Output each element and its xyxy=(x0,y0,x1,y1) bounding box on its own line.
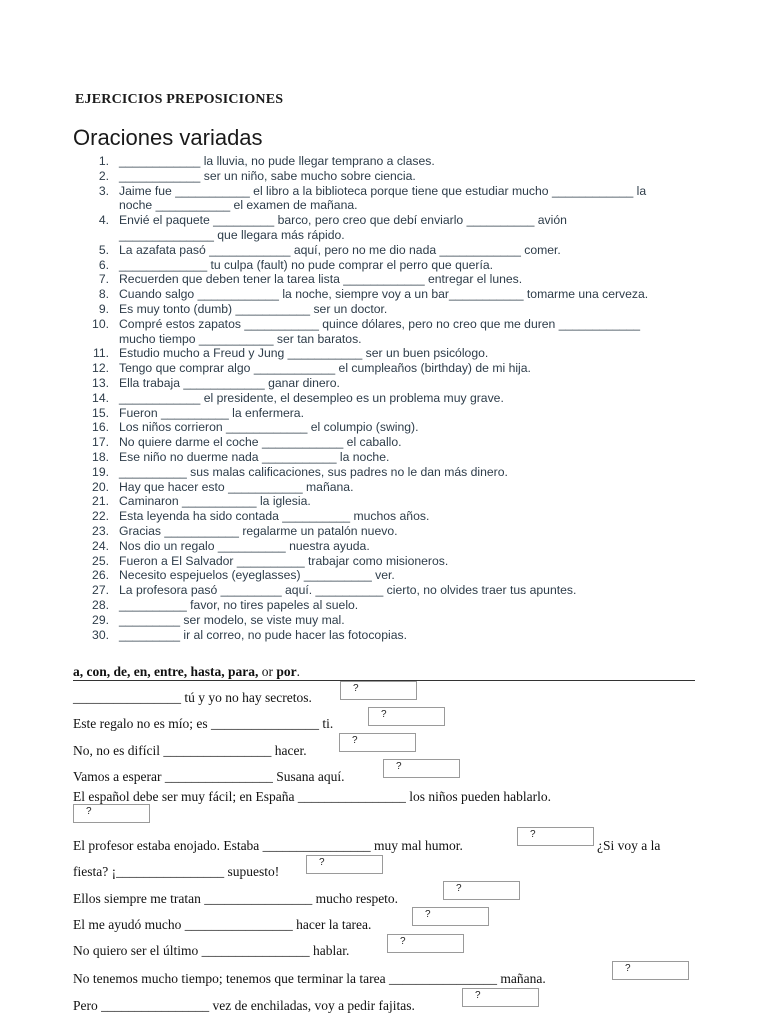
item-text: Esta leyenda ha sido contada __________ muchos años. xyxy=(119,509,430,524)
answer-box-1[interactable]: ? xyxy=(340,681,417,700)
list-item xyxy=(75,494,695,509)
preposition-or: or xyxy=(261,664,273,679)
list-item xyxy=(75,302,695,317)
item-text: __________ sus malas calificaciones, sus padres no le dan más dinero. xyxy=(119,464,508,479)
exercise-6: El profesor estaba enojado. Estaba ________________ muy mal humor. xyxy=(73,838,463,853)
exercise-11: No tenemos mucho tiempo; tenemos que terminar la tarea ________________ mañana. xyxy=(73,971,546,986)
list-item xyxy=(75,391,695,406)
list-item xyxy=(75,613,695,628)
item-text: Tengo que comprar algo ____________ el cumpleaños (birthday) de mi hija. xyxy=(119,361,531,376)
item-text: _____________ tu culpa (fault) no pude comprar el perro que quería. xyxy=(119,257,494,272)
list-item xyxy=(75,184,695,214)
item-text: Fueron __________ la enfermera. xyxy=(119,405,304,420)
exercise-9: El me ayudó mucho ________________ hacer la tarea. xyxy=(73,917,372,932)
exercise-2: Este regalo no es mío; es ________________ ti. xyxy=(73,716,334,731)
item-text: Es muy tonto (dumb) ___________ ser un doctor. xyxy=(119,301,388,316)
preposition-options xyxy=(73,664,695,681)
list-item xyxy=(75,169,695,184)
list-item xyxy=(75,406,695,421)
answer-box-6[interactable]: ? xyxy=(517,827,594,846)
preposition-period: . xyxy=(296,664,300,679)
list-item xyxy=(75,509,695,524)
list-item xyxy=(75,583,695,598)
item-number: 12. xyxy=(92,361,109,376)
item-text: Envié el paquete _________ barco, pero creo que debí enviarlo __________ avión xyxy=(119,213,567,228)
item-text: ____________ el presidente, el desempleo es un problema muy grave. xyxy=(119,390,504,405)
item-number: 16. xyxy=(92,420,109,435)
item-number: 9. xyxy=(98,301,109,316)
item-number: 2. xyxy=(98,168,109,183)
list-item xyxy=(75,317,695,347)
preposition-list: a, con, de, en, entre, hasta, para, xyxy=(73,664,259,679)
item-number: 25. xyxy=(92,553,109,568)
item-text: Los niños corrieron ____________ el columpio (swing). xyxy=(119,420,419,435)
item-text: Caminaron ___________ la iglesia. xyxy=(119,494,311,509)
item-text: Estudio mucho a Freud y Jung ___________ ser un buen psicólogo. xyxy=(119,346,489,361)
exercise-3: No, no es difícil ________________ hacer. xyxy=(73,743,307,758)
item-text: Nos dio un regalo __________ nuestra ayuda. xyxy=(119,538,370,553)
item-text: ____________ la lluvia, no pude llegar temprano a clases. xyxy=(119,154,435,168)
item-number: 17. xyxy=(92,435,109,450)
list-item xyxy=(75,598,695,613)
list-item xyxy=(75,346,695,361)
item-number: 24. xyxy=(92,538,109,553)
answer-box-12[interactable]: ? xyxy=(462,988,539,1007)
list-item xyxy=(75,258,695,273)
list-item xyxy=(75,154,695,169)
item-text: Fueron a El Salvador __________ trabajar como misioneros. xyxy=(119,553,449,568)
item-number: 30. xyxy=(92,627,109,642)
item-text: Necesito espejuelos (eyeglasses) __________ ver. xyxy=(119,568,395,583)
item-text: Ese niño no duerme nada ___________ la noche. xyxy=(119,449,390,464)
sentence-list xyxy=(75,154,695,642)
exercise-12: Pero ________________ vez de enchiladas, voy a pedir fajitas. xyxy=(73,998,415,1013)
item-number: 19. xyxy=(92,464,109,479)
answer-box-8[interactable]: ? xyxy=(443,881,520,900)
exercise-7a: ¿Si voy a la xyxy=(597,838,661,853)
answer-box-11[interactable]: ? xyxy=(612,961,689,980)
list-item xyxy=(75,287,695,302)
item-number: 3. xyxy=(98,183,109,198)
item-text: Gracias ___________ regalarme un patalón nuevo. xyxy=(119,523,398,538)
preposition-last: por xyxy=(276,664,297,679)
item-number: 1. xyxy=(98,154,109,168)
item-number: 7. xyxy=(98,272,109,287)
list-item xyxy=(75,420,695,435)
list-item xyxy=(75,450,695,465)
item-number: 27. xyxy=(92,583,109,598)
list-item xyxy=(75,554,695,569)
exercise-10: No quiero ser el último ________________ hablar. xyxy=(73,943,350,958)
list-item xyxy=(75,272,695,287)
item-text: Jaime fue ___________ el libro a la biblioteca porque tiene que estudiar mucho ____________ la xyxy=(119,183,647,198)
item-number: 15. xyxy=(92,405,109,420)
answer-box-2[interactable]: ? xyxy=(368,707,445,726)
item-text: _________ ir al correo, no pude hacer las fotocopias. xyxy=(119,627,407,642)
item-text: La profesora pasó _________ aquí. __________ cierto, no olvides traer tus apuntes. xyxy=(119,583,577,598)
item-number: 6. xyxy=(98,257,109,272)
answer-box-10[interactable]: ? xyxy=(387,934,464,953)
answer-box-7[interactable]: ? xyxy=(306,855,383,874)
item-text: Hay que hacer esto ___________ mañana. xyxy=(119,479,354,494)
section-title: Oraciones variadas xyxy=(73,125,263,150)
item-text: _________ ser modelo, se viste muy mal. xyxy=(119,612,345,627)
item-number: 20. xyxy=(92,479,109,494)
item-text-continued: ______________ que llegara más rápido. xyxy=(119,227,345,242)
item-text: Cuando salgo ____________ la noche, siempre voy a un bar___________ tomarme una cerveza. xyxy=(119,287,649,302)
item-text-continued: noche ___________ el examen de mañana. xyxy=(119,198,358,213)
item-number: 21. xyxy=(92,494,109,509)
item-number: 28. xyxy=(92,597,109,612)
answer-box-3[interactable]: ? xyxy=(339,733,416,752)
item-number: 8. xyxy=(98,287,109,302)
exercise-4: Vamos a esperar ________________ Susana aquí. xyxy=(73,769,345,784)
list-item xyxy=(75,480,695,495)
item-text-continued: mucho tiempo ___________ ser tan baratos. xyxy=(119,331,362,346)
document-title: EJERCICIOS PREPOSICIONES xyxy=(75,92,284,107)
list-item xyxy=(75,568,695,583)
list-item xyxy=(75,524,695,539)
item-number: 10. xyxy=(92,316,109,331)
answer-box-4[interactable]: ? xyxy=(383,759,460,778)
item-number: 26. xyxy=(92,568,109,583)
list-item xyxy=(75,628,695,643)
exercise-1: ________________ tú y yo no hay secretos. xyxy=(73,690,312,705)
exercise-7b: fiesta? ¡________________ supuesto! xyxy=(73,864,280,879)
item-number: 23. xyxy=(92,523,109,538)
item-text: No quiere darme el coche ____________ el caballo. xyxy=(119,435,402,450)
item-number: 18. xyxy=(92,449,109,464)
item-number: 11. xyxy=(92,346,109,361)
item-text: __________ favor, no tires papeles al suelo. xyxy=(119,597,359,612)
answer-box-5[interactable]: ? xyxy=(73,804,150,823)
list-item xyxy=(75,243,695,258)
item-number: 5. xyxy=(98,242,109,257)
answer-box-9[interactable]: ? xyxy=(412,907,489,926)
item-text: ____________ ser un niño, sabe mucho sobre ciencia. xyxy=(119,168,416,183)
list-item xyxy=(75,465,695,480)
item-number: 29. xyxy=(92,612,109,627)
exercise-8: Ellos siempre me tratan ________________ mucho respeto. xyxy=(73,891,399,906)
item-number: 14. xyxy=(92,390,109,405)
exercise-5: El español debe ser muy fácil; en España ________________ los niños pueden hablarlo. xyxy=(73,789,552,804)
item-number: 22. xyxy=(92,509,109,524)
list-item xyxy=(75,376,695,391)
item-number: 13. xyxy=(92,375,109,390)
list-item xyxy=(75,539,695,554)
item-number: 4. xyxy=(98,213,109,228)
item-text: Ella trabaja ____________ ganar dinero. xyxy=(119,375,340,390)
list-item xyxy=(75,361,695,376)
list-item xyxy=(75,213,695,243)
item-text: La azafata pasó ____________ aquí, pero no me dio nada ____________ comer. xyxy=(119,242,561,257)
item-text: Recuerden que deben tener la tarea lista ____________ entregar el lunes. xyxy=(119,272,523,287)
list-item xyxy=(75,435,695,450)
item-text: Compré estos zapatos ___________ quince dólares, pero no creo que me duren ____________ xyxy=(119,316,641,331)
